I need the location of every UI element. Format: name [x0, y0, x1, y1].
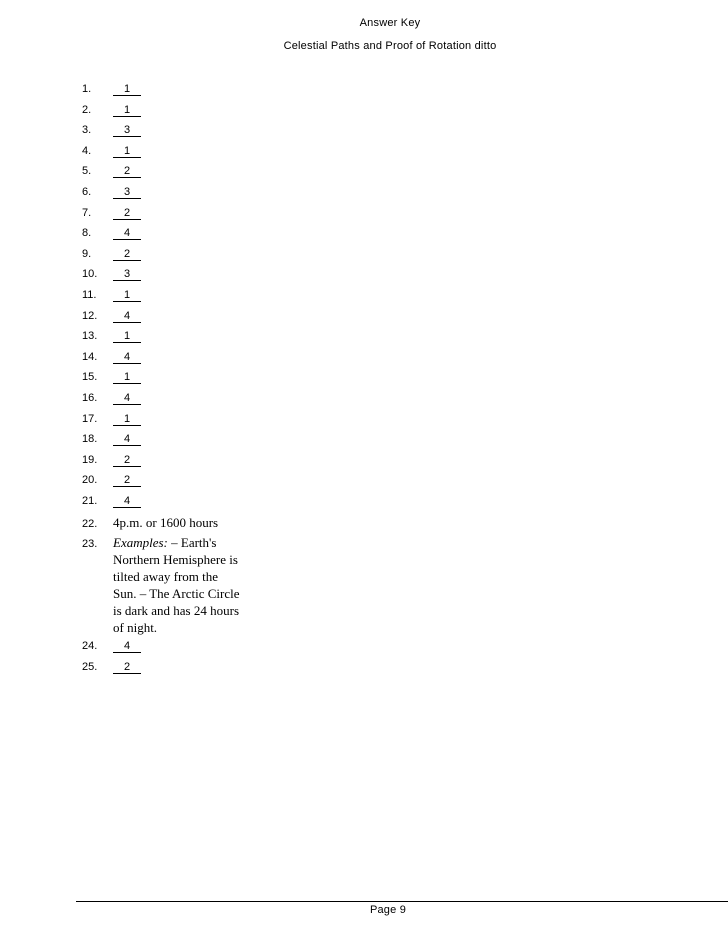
answer-row [82, 123, 382, 144]
answer-blank: 1 [113, 144, 141, 158]
answer-blank: 4 [113, 350, 141, 364]
answer-number: 12. [82, 309, 98, 322]
answer-number: 11. [82, 288, 97, 301]
answer-blank: 1 [113, 82, 141, 96]
answer-number: 7. [82, 206, 92, 219]
answer-row [82, 453, 382, 474]
answer-number: 2. [82, 103, 92, 116]
answer-row [82, 473, 382, 494]
answer-row [82, 206, 382, 227]
answer-text-22: 4p.m. or 1600 hours [113, 515, 219, 531]
answer-row [82, 494, 382, 515]
answer-blank: 1 [113, 329, 141, 343]
answer-row [82, 391, 382, 412]
answer-row-22 [82, 514, 382, 534]
answer-row [82, 370, 382, 391]
answer-number: 16. [82, 391, 98, 404]
answer-number: 8. [82, 227, 92, 240]
answer-blank: 2 [113, 660, 141, 674]
answer-number: 13. [82, 330, 98, 343]
answer-blank: 1 [113, 370, 141, 384]
answer-blank: 4 [113, 494, 141, 508]
answer-number: 24. [82, 640, 98, 653]
answer-row [82, 288, 382, 309]
header-title: Answer Key [359, 17, 421, 29]
answer-row [82, 267, 382, 288]
answer-number: 10. [82, 268, 98, 281]
answer-row [82, 309, 382, 330]
answer-row [82, 350, 382, 371]
answer-row [82, 412, 382, 433]
answer-row [82, 82, 382, 103]
answer-blank: 1 [113, 288, 141, 302]
answer-number: 25. [82, 661, 98, 674]
answer-blank: 4 [113, 391, 141, 405]
answer-number: 14. [82, 350, 98, 363]
answer-number: 21. [82, 494, 98, 507]
answer-row [82, 144, 382, 165]
answer-blank: 1 [113, 103, 141, 117]
answer-list [82, 82, 382, 681]
answer-blank: 2 [113, 453, 141, 467]
header-subtitle: Celestial Paths and Proof of Rotation ditto [283, 40, 497, 52]
answer-blank: 3 [113, 267, 141, 281]
footer-divider [76, 901, 728, 902]
answer-row [82, 226, 382, 247]
answer-blank: 2 [113, 206, 141, 220]
answer-row [82, 329, 382, 350]
answer-blank: 4 [113, 639, 141, 653]
answer-number: 9. [82, 247, 92, 260]
answer-number: 3. [82, 124, 92, 137]
answer-number: 4. [82, 144, 92, 157]
answer-blank: 4 [113, 309, 141, 323]
page-number: Page 9 [369, 904, 407, 916]
answer-number: 18. [82, 433, 98, 446]
answer-blank: 4 [113, 432, 141, 446]
answer-number: 19. [82, 453, 98, 466]
answer-blank: 3 [113, 123, 141, 137]
examples-label: Examples: [113, 535, 168, 551]
answer-row [82, 247, 382, 268]
answer-number: 1. [82, 83, 92, 95]
answer-row [82, 185, 382, 206]
answer-blank: 2 [113, 247, 141, 261]
answer-blank: 2 [113, 473, 141, 487]
answer-blank: 1 [113, 412, 141, 426]
answer-row [82, 103, 382, 124]
answer-blank: 4 [113, 226, 141, 240]
answer-blank: 2 [113, 164, 141, 178]
answer-number: 23. [82, 538, 98, 551]
answer-number: 15. [82, 371, 98, 384]
answer-number: 6. [82, 185, 92, 198]
answer-number: 5. [82, 165, 92, 178]
answer-number: 20. [82, 474, 98, 487]
short-answer-group [82, 82, 382, 514]
answer-text-23 [113, 534, 243, 639]
answer-row-25 [82, 660, 382, 681]
answer-row [82, 432, 382, 453]
answer-number: 22. [82, 518, 98, 531]
examples-text: – Earth's Northern Hemisphere is tilted away from the Sun. – The Arctic Circle is dark and has 24 hours of night. [113, 535, 240, 636]
answer-row [82, 164, 382, 185]
answer-number: 17. [82, 412, 98, 425]
answer-blank: 3 [113, 185, 141, 199]
answer-row-24 [82, 639, 382, 660]
answer-row-23 [82, 534, 382, 639]
